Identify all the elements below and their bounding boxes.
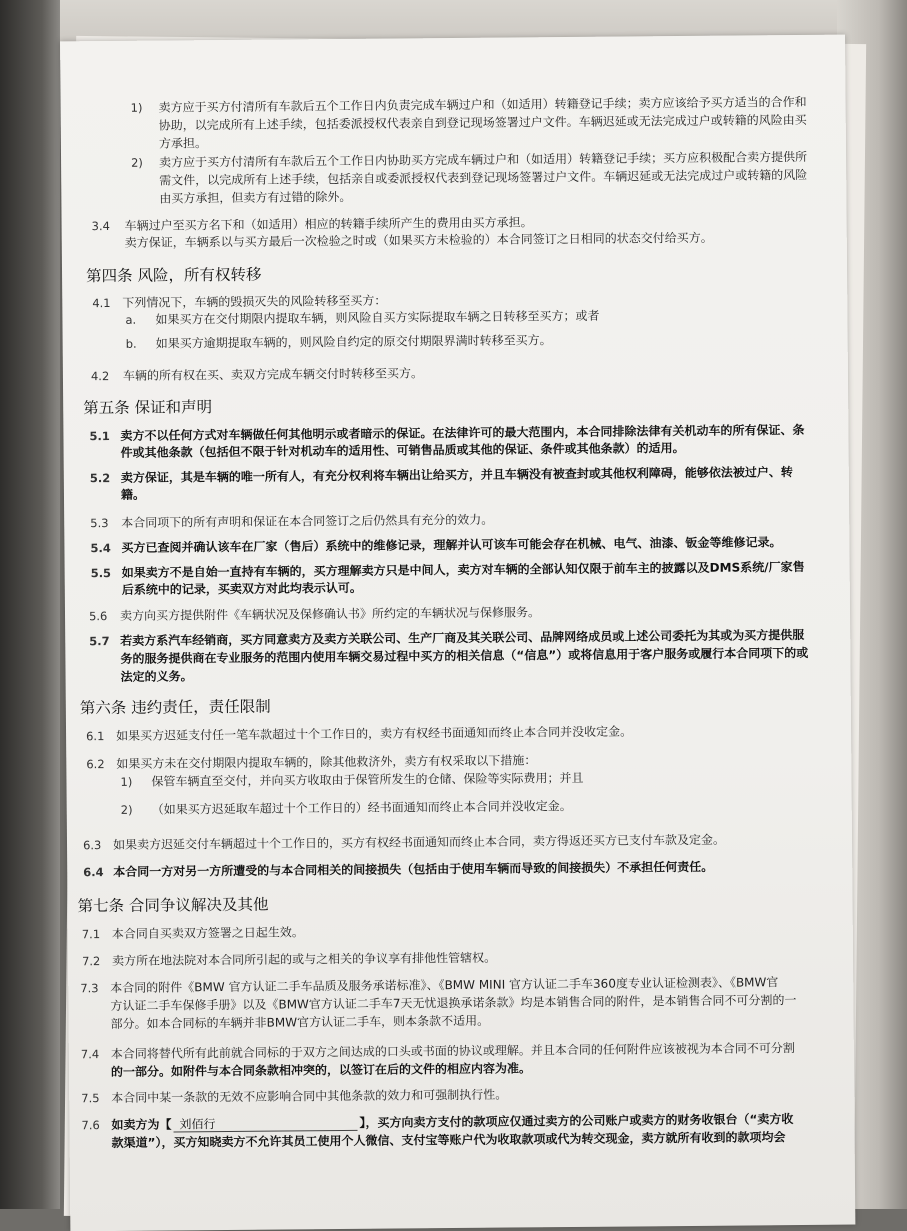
clause-number: 7.6: [81, 1118, 100, 1133]
clause-number: 7.2: [81, 954, 101, 969]
item-number: 1): [120, 774, 133, 789]
clause-number: 6.4: [83, 865, 104, 880]
clause-number: 5.7: [89, 634, 110, 649]
text-line: 卖方所在地法院对本合同所引起的或与之相关的争议享有排他性管辖权。: [111, 950, 497, 969]
seller-name-field: 刘佰行: [173, 1116, 357, 1133]
text-line: [111, 1112, 793, 1133]
text-line: 款渠道”），买方知晓卖方不允许其员工使用个人微信、支付宝等账户代为收取款项或代为转交现金，卖方就所有收到的款项均会: [111, 1130, 786, 1151]
clause-number: 5.4: [90, 541, 111, 556]
text-line: 由买方承担，但卖方有过错的除外。: [159, 189, 352, 206]
clause-number: 4.2: [90, 369, 110, 384]
text-line: 卖方应于买方付清所有车款后五个工作日内负责完成车辆过户和（如适用）转籍登记手续；卖方应该给予买方适当的合作和: [158, 94, 807, 115]
clause-number: 5.3: [90, 516, 109, 531]
item-number: b.: [125, 336, 137, 351]
background-left: [0, 0, 60, 1209]
section-heading: 第五条 保证和声明: [83, 398, 213, 418]
text-line: 件或其他条款（包括但不限于针对机动车的适用性、可销售品质或其他的保证、条件或其他条款）的适用。: [120, 440, 685, 460]
text-line: 籍。: [120, 487, 146, 502]
text-line: 卖方不以任何方式对车辆做任何其他明示或者暗示的保证。在法律许可的最大范围内，本合同排除法律有关机动车的所有保证、条: [120, 422, 805, 443]
text-line: 车辆过户至买方名下和（如适用）相应的转籍手续所产生的费用由买方承担。: [124, 215, 533, 233]
text-line: 卖方应于买方付清所有车款后五个工作日内协助买方完成车辆过户和（如适用）转籍登记手续；买方应积极配合卖方提供所: [159, 149, 808, 170]
text-line: 车辆的所有权在买、卖双方完成车辆交付时转移至买方。: [122, 366, 424, 383]
text-line: 本合同中某一条款的无效不应影响合同中其他条款的效力和可强制执行性。: [111, 1087, 508, 1106]
text-line: 部分。如本合同标的车辆并非BMW官方认证二手车，则本条款不适用。: [110, 1013, 490, 1032]
section-heading: 第六条 违约责任，责任限制: [79, 697, 271, 718]
text-line: 如果卖方不是自始一直持有车辆的，买方理解卖方只是中间人，卖方对车辆的全部认知仅限于前车主的披露以及DMS系统/厂家售: [121, 559, 805, 580]
text-line: 卖方向买方提供附件《车辆状况及保修确认书》所约定的车辆状况与保修服务。: [119, 605, 541, 623]
text-line: 如果买方在交付期限内提取车辆，则风险自买方实际提取车辆之日转移至买方；或者: [155, 308, 600, 327]
clause-number: 5.5: [90, 566, 112, 581]
text-line: 下列情况下，车辆的毁损灭失的风险转移至买方：: [122, 293, 387, 310]
text-line: 后系统中的记录，买卖双方对此均表示认可。: [121, 580, 362, 597]
clause-number: 5.1: [89, 429, 110, 444]
text-line: 本合同项下的所有声明和保证在本合同签订之后仍然具有充分的效力。: [121, 512, 494, 530]
text-line: 如果买方未在交付期限内提取车辆的，除其他救济外，卖方有权采取以下措施：: [116, 753, 537, 771]
clause-number: 6.2: [86, 757, 105, 772]
text-line: 本合同一方对另一方所遭受的与本合同相关的间接损失（包括由于使用车辆而导致的间接损失）不承担任何责任。: [113, 859, 714, 879]
text-line: 法定的义务。: [120, 669, 193, 684]
text-line: 方认证二手车保修手册》以及《BMW官方认证二手车7天无忧退换承诺条款》均是本销售合同的附件，是本销售合同不可分割的一: [110, 993, 797, 1014]
text-line: 若卖方系汽车经销商，买方同意卖方及卖方关联公司、生产厂商及其关联公司、品牌网络成员或上述公司委托为其或为买方提供服: [120, 627, 805, 648]
text-line: 协助，以完成所有上述手续，包括委派授权代表亲自到登记现场签署过户文件。车辆迟延或无法完成过户或转籍的风险由买: [158, 112, 807, 133]
item-number: 2): [131, 155, 143, 170]
text-line: 卖方保证，车辆系以与买方最后一次检验之时或（如果买方未检验的）本合同签订之日相同的状态交付给买方。: [124, 230, 713, 250]
text-line: 如果买方逾期提取车辆的，则风险自约定的原交付期限界满时转移至买方。: [155, 333, 552, 351]
text-line: 需文件，以完成所有上述手续，包括亲自或委派授权代表到登记现场签署过户文件。车辆迟延或无法完成过户或转籍的风险: [159, 167, 808, 188]
section-heading: 第七条 合同争议解决及其他: [77, 895, 269, 916]
clause-number: 6.1: [86, 729, 105, 744]
section-heading: 第四条 风险，所有权转移: [85, 265, 262, 286]
item-number: 1): [130, 100, 143, 115]
text-line: （如果买方迟延取车超过十个工作日的）经书面通知而终止本合同并没收定金。: [151, 798, 572, 817]
clause-number: 5.6: [88, 609, 108, 624]
text-line: 如果卖方迟延交付车辆超过十个工作日的，买方有权经书面通知而终止本合同，卖方得返还买方已支付车款及定金。: [112, 832, 726, 852]
text-line: 务的服务提供商在专业服务的范围内使用车辆交易过程中买方的相关信息（“信息”）或将信息用于客户服务或履行本合同项下的或: [120, 645, 809, 666]
text-line: 本合同将替代所有此前就合同标的于双方之间达成的口头或书面的协议或理解。并且本合同的任何附件应该被视为本合同不可分割: [110, 1041, 795, 1062]
clause-number: 6.3: [82, 838, 102, 853]
text-line: 本合同自买卖双方签署之日起生效。: [111, 925, 304, 942]
item-number: a.: [125, 312, 137, 327]
item-number: 2): [120, 802, 133, 817]
text-line: 如果买方迟延支付任一笔车款超过十个工作日的，卖方有权经书面通知而终止本合同并没收定金。: [116, 724, 633, 743]
clause-number: 7.4: [80, 1047, 100, 1062]
clause-number: 7.1: [81, 927, 101, 942]
clause-number: 3.4: [91, 218, 110, 234]
contract-page: [60, 35, 855, 1231]
text-line: 保管车辆直至交付，并向买方收取由于保管所发生的仓储、保险等实际费用；并且: [151, 770, 584, 789]
text-line: 本合同的附件《BMW 官方认证二手车品质及服务承诺标准》、《BMW MINI 官方认证二手车360度专业认证检测表》、《BMW官: [110, 975, 779, 996]
clause-number: 7.3: [80, 981, 99, 996]
text-line: 卖方保证，其是车辆的唯一所有人，有充分权利将车辆出让给买方，并且车辆没有被查封或其他权利障碍，能够依法被过户、转: [120, 465, 793, 485]
text-fragment: 】，买方向卖方支付的款项应仅通过卖方的公司账户或卖方的财务收银台（“卖方收: [359, 1112, 794, 1130]
text-fragment: 如卖方为【: [111, 1117, 172, 1133]
text-line: 方承担。: [158, 136, 207, 151]
text-line: 的一部分。如附件与本合同条款相冲突的，以签订在后的文件的相应内容为准。: [110, 1061, 532, 1080]
text-line: 买方已查阅并确认该车在厂家（售后）系统中的维修记录，理解并认可该车可能会存在机械、电气、油漆、钣金等维修记录。: [121, 535, 782, 555]
clause-number: 7.5: [81, 1091, 100, 1106]
clause-number: 4.1: [92, 295, 111, 311]
clause-number: 5.2: [89, 471, 111, 486]
